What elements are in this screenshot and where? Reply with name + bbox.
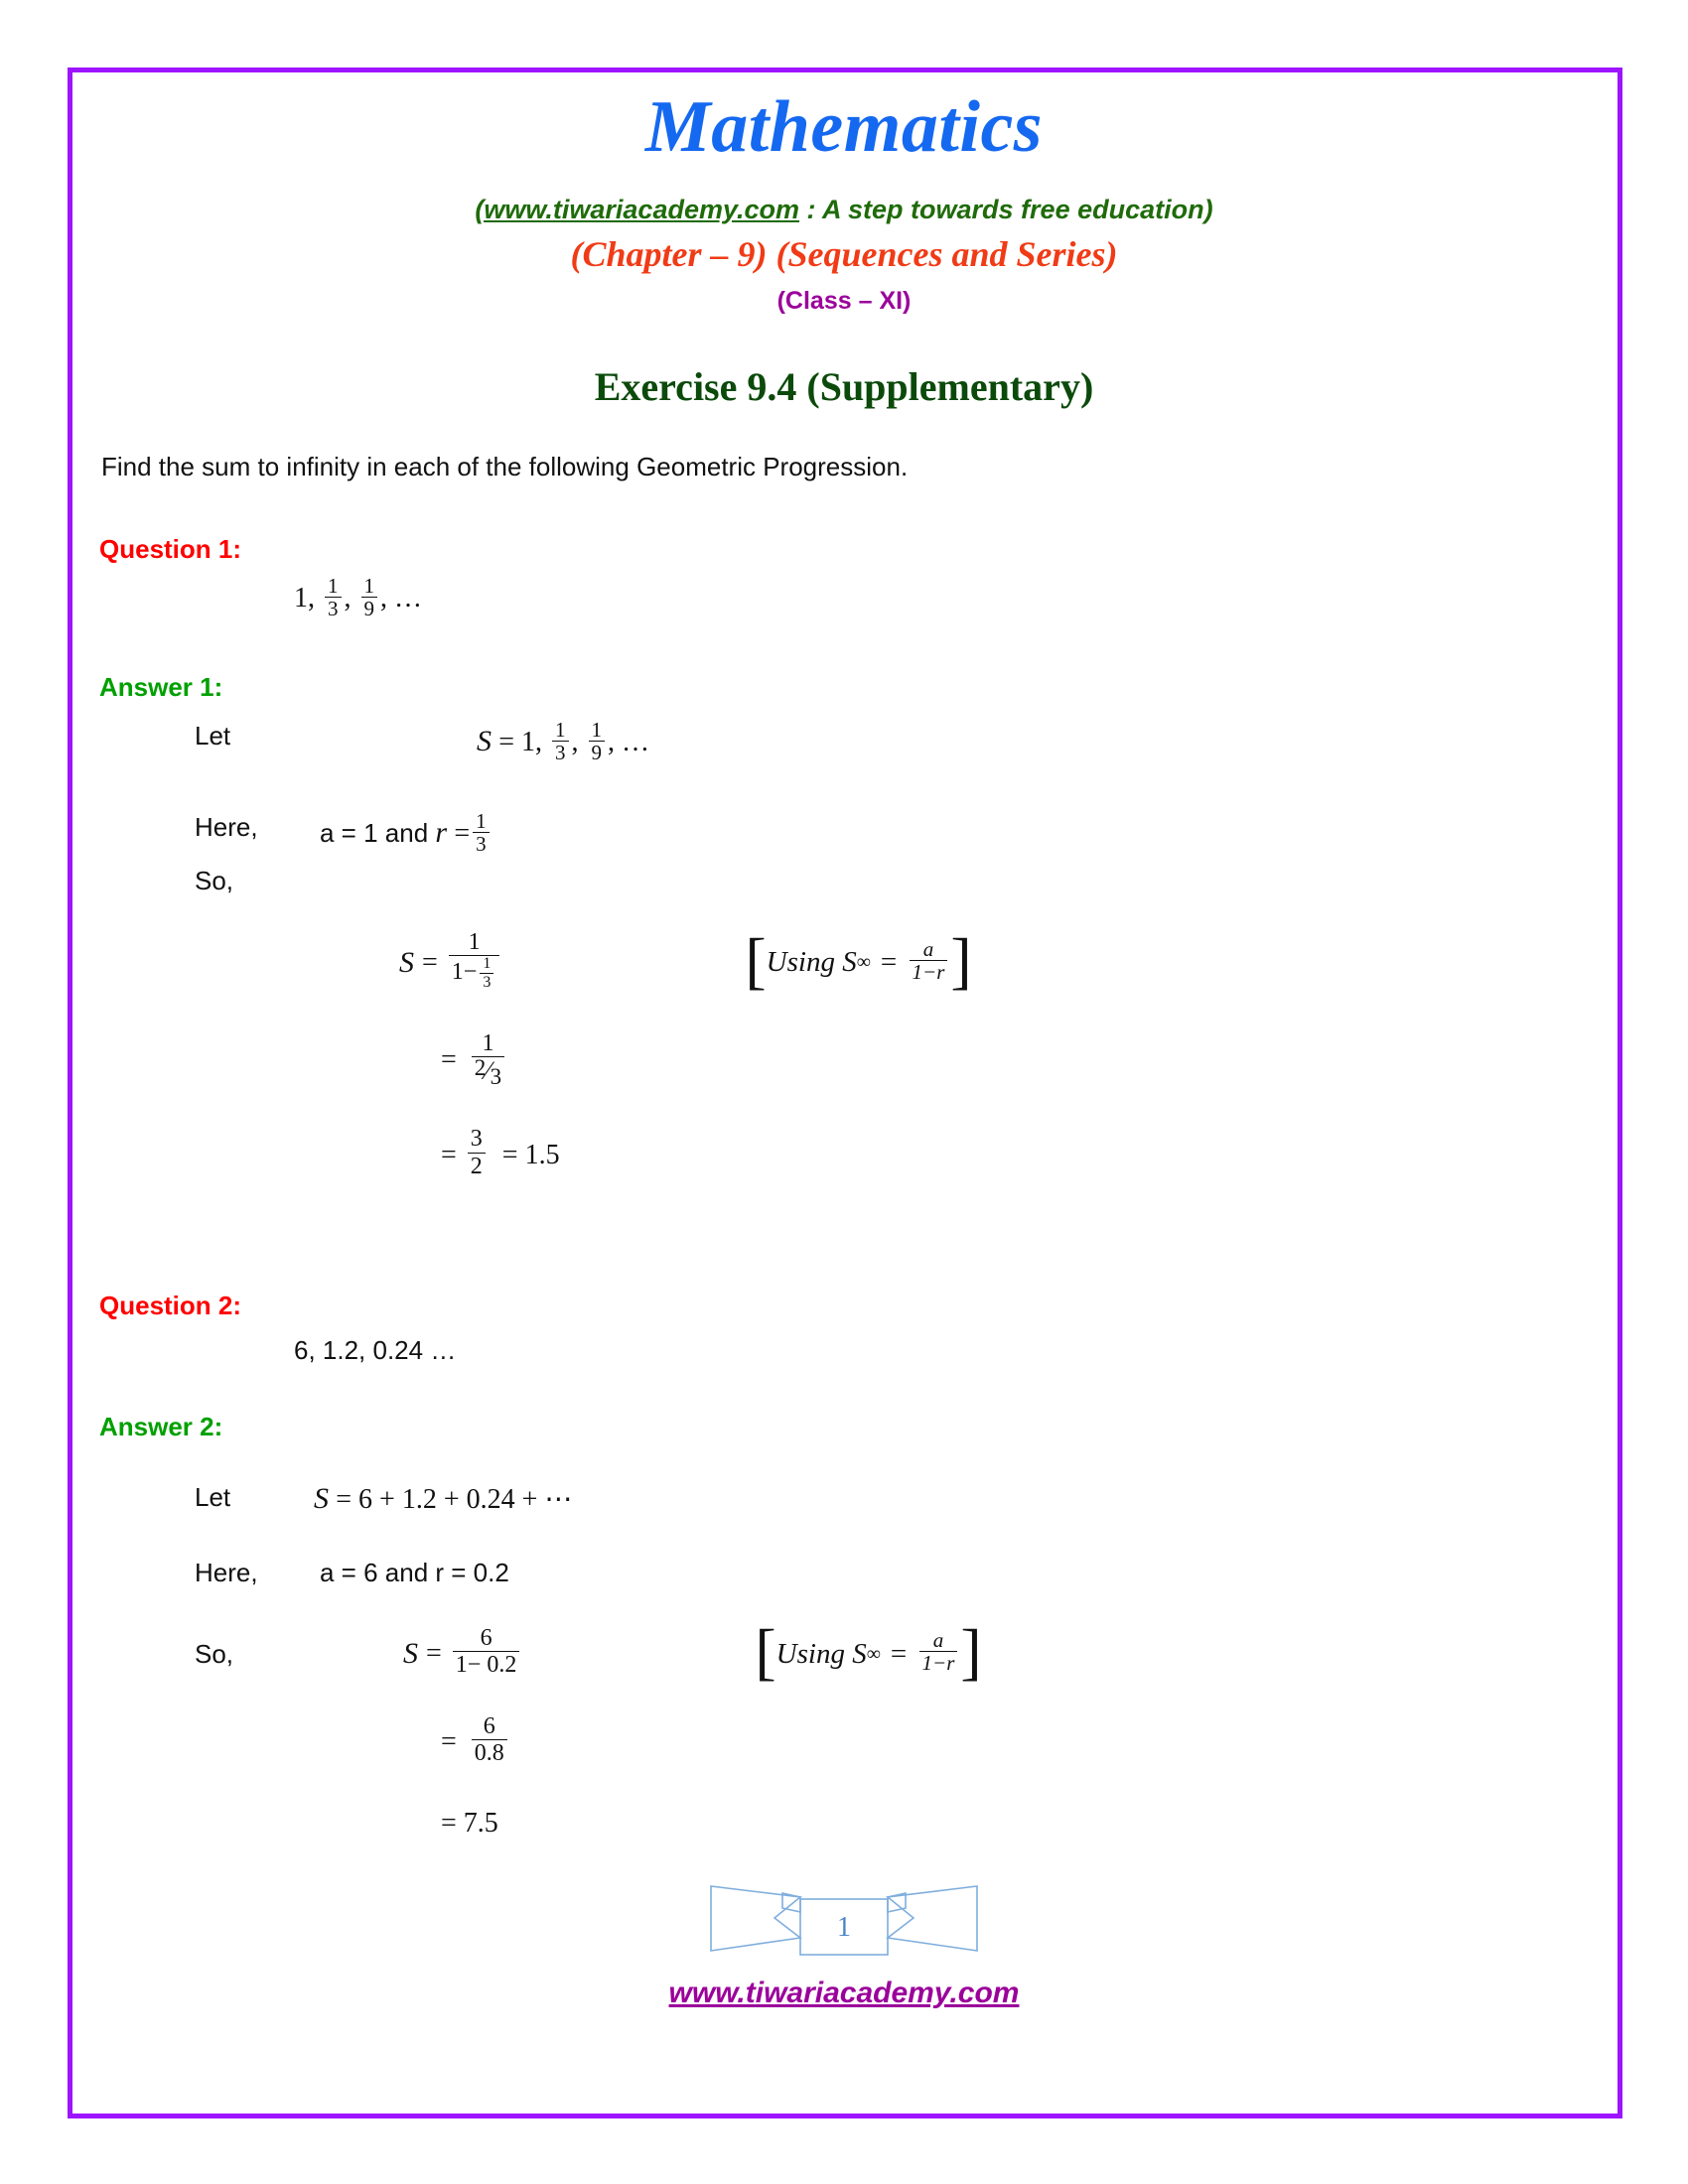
a1-step1-den-frac [480, 956, 493, 991]
a2-using-formula [755, 1615, 982, 1687]
page-content [99, 86, 1589, 1840]
a2-using-fraction [919, 1629, 958, 1675]
a1-step1-row [195, 924, 1589, 996]
a1-let-var: S [477, 724, 492, 757]
q1-seq-prefix: 1, [294, 582, 322, 614]
a2-step2-num: 6 [483, 1712, 495, 1739]
q1-frac1-num: 1 [328, 573, 339, 598]
a2-using-eq: = [888, 1637, 909, 1670]
class-heading: (Class – XI) [776, 286, 912, 315]
a2-step1-den: 1− 0.2 [453, 1651, 520, 1678]
a1-step2-slant-slash: ⁄ [486, 1055, 491, 1085]
q1-fraction-1 [325, 575, 342, 620]
a1-step1-den-frac-num: 1 [483, 955, 492, 973]
q1-frac2-num: 1 [363, 573, 374, 598]
a2-here-keyword: Here, [195, 1558, 258, 1588]
a1-step2-expression [441, 1029, 507, 1089]
question-1-block [99, 534, 1589, 622]
a2-bracket-close: ] [960, 1615, 982, 1687]
a1-here-frac [473, 810, 490, 856]
a1-step2-num: 1 [482, 1029, 494, 1056]
a2-let-expression [314, 1482, 572, 1516]
a1-let-frac-1 [552, 719, 569, 764]
a2-using-den: 1−r [919, 1651, 958, 1675]
a2-step1-expression [403, 1615, 982, 1687]
a1-frac2-den: 9 [589, 741, 606, 764]
answer-2-work [195, 1482, 1589, 1840]
a2-using-infinity: ∞ [866, 1642, 881, 1665]
a1-step3-eq: = [441, 1139, 457, 1170]
answer-2-block [99, 1412, 1589, 1840]
a1-step3-num: 3 [470, 1126, 483, 1153]
a2-let-var: S [314, 1482, 329, 1516]
a2-step1-var: S [403, 1637, 418, 1671]
a1-so-row [195, 866, 1589, 896]
a2-let-keyword: Let [195, 1482, 231, 1513]
a2-step2-fraction [472, 1714, 507, 1767]
a1-step3-fraction [468, 1127, 486, 1179]
answer-1-work [195, 717, 1589, 1181]
q1-seq-comma-1: , [344, 582, 358, 614]
a2-step2-expression [441, 1712, 510, 1769]
a2-step2-eq: = [441, 1725, 457, 1757]
a2-step1-num: 6 [480, 1625, 492, 1652]
a1-so-keyword: So, [195, 866, 234, 896]
a1-step2-den [472, 1054, 504, 1089]
a1-frac1-num: 1 [555, 717, 566, 742]
a1-frac2-num: 1 [591, 717, 603, 742]
a1-using-fraction [910, 938, 948, 984]
a1-step1-den-frac-den: 3 [480, 973, 493, 992]
a1-here-expression [320, 808, 492, 858]
a2-using-num: a [932, 1628, 944, 1653]
a2-step3-row [195, 1808, 1589, 1840]
a1-here-frac-num: 1 [476, 808, 487, 833]
a2-let-row [195, 1482, 1589, 1516]
a2-here-row [195, 1558, 1589, 1588]
page-footer [0, 1866, 1688, 2010]
a1-step1-expression [399, 924, 972, 996]
question-2-sequence: 6, 1.2, 0.24 … [294, 1335, 457, 1366]
a1-here-row [195, 808, 1589, 858]
a1-step1-eq: = [422, 946, 438, 978]
a2-step1-eq: = [426, 1638, 442, 1670]
q1-fraction-2 [361, 575, 378, 620]
answer-1-label: Answer 1: [99, 671, 223, 702]
ribbon-banner-icon [705, 1866, 983, 1971]
a2-step2-den: 0.8 [472, 1739, 507, 1766]
a1-step2-slant-fraction [474, 1054, 502, 1089]
site-tagline [99, 195, 1589, 225]
a1-let-eq: = 1, [498, 726, 550, 757]
ribbon-left-tail [711, 1886, 800, 1951]
a1-let-expression [477, 717, 650, 766]
a2-here-text: a = 6 and r = 0.2 [320, 1558, 509, 1588]
a1-step3-result: = 1.5 [501, 1139, 560, 1170]
a1-step2-fraction [472, 1029, 504, 1089]
a1-frac1-den: 3 [552, 741, 569, 764]
a2-step3-result: = 7.5 [441, 1808, 498, 1840]
a1-step2-slant-num: 2 [474, 1054, 487, 1080]
instruction-text: Find the sum to infinity in each of the following Geometric Progression. [101, 451, 909, 481]
a1-using-eq: = [878, 946, 899, 979]
a1-using-formula [745, 924, 972, 996]
a2-step1-row [195, 1615, 1589, 1687]
site-tagline-text: : A step towards free education) [799, 194, 1213, 224]
a2-step1-fraction [453, 1626, 520, 1679]
a1-using-den: 1−r [910, 960, 948, 984]
a1-here-frac-den: 3 [473, 832, 490, 856]
answer-1-block [99, 672, 1589, 1181]
a1-let-suffix: , … [608, 726, 650, 757]
exercise-heading: Exercise 9.4 (Supplementary) [594, 363, 1094, 409]
a1-here-var: r [435, 815, 448, 849]
a2-so-keyword: So, [195, 1638, 234, 1669]
a1-using-num: a [922, 936, 934, 961]
question-2-label: Question 2: [99, 1291, 242, 1321]
a1-step1-den [449, 955, 500, 991]
a1-step3-expression [441, 1126, 560, 1181]
question-1-label: Question 1: [99, 533, 242, 564]
a1-let-keyword: Let [195, 720, 231, 751]
q1-frac1-den: 3 [325, 597, 342, 620]
chapter-heading: (Chapter – 9) (Sequences and Series) [570, 233, 1118, 274]
a1-step2-slant-den: 3 [490, 1063, 502, 1089]
a1-using-text: Using S [766, 946, 857, 979]
a2-let-expr: = 6 + 1.2 + 0.24 + ⋯ [336, 1484, 573, 1516]
question-2-block [99, 1291, 1589, 1366]
a1-here-text: a = 1 and [320, 817, 429, 848]
a1-step1-fraction [449, 930, 500, 992]
a2-using-text: Using S [775, 1637, 867, 1670]
a1-let-row [195, 717, 1589, 766]
q1-frac2-den: 9 [361, 597, 378, 620]
page-number: 1 [837, 1912, 851, 1943]
ribbon-right-tail [888, 1886, 977, 1951]
document-title: Mathematics [644, 86, 1044, 168]
a1-step1-den-lead: 1− [451, 959, 478, 986]
a1-step3-den: 2 [468, 1153, 486, 1179]
question-1-sequence [294, 573, 1589, 622]
site-url[interactable]: (www.tiwariacademy.com [475, 194, 800, 224]
a1-bracket-close: ] [950, 924, 972, 996]
a1-step1-var: S [399, 945, 414, 979]
answer-2-label: Answer 2: [99, 1412, 223, 1442]
a1-let-frac-2 [589, 719, 606, 764]
a1-step3-row [195, 1126, 1589, 1181]
a1-here-eq: = [454, 817, 471, 849]
a1-step1-num: 1 [468, 929, 481, 956]
a1-let-comma: , [571, 726, 586, 757]
a2-bracket-open: [ [755, 1615, 776, 1687]
a2-step2-row [195, 1712, 1589, 1769]
footer-site-link[interactable]: www.tiwariacademy.com [668, 1977, 1020, 2009]
a1-bracket-open: [ [745, 924, 767, 996]
q1-seq-suffix: , … [380, 582, 422, 614]
a1-step2-eq: = [441, 1044, 457, 1076]
a1-using-infinity: ∞ [856, 951, 871, 974]
a1-here-keyword: Here, [195, 811, 258, 842]
a1-step2-row [195, 1029, 1589, 1089]
